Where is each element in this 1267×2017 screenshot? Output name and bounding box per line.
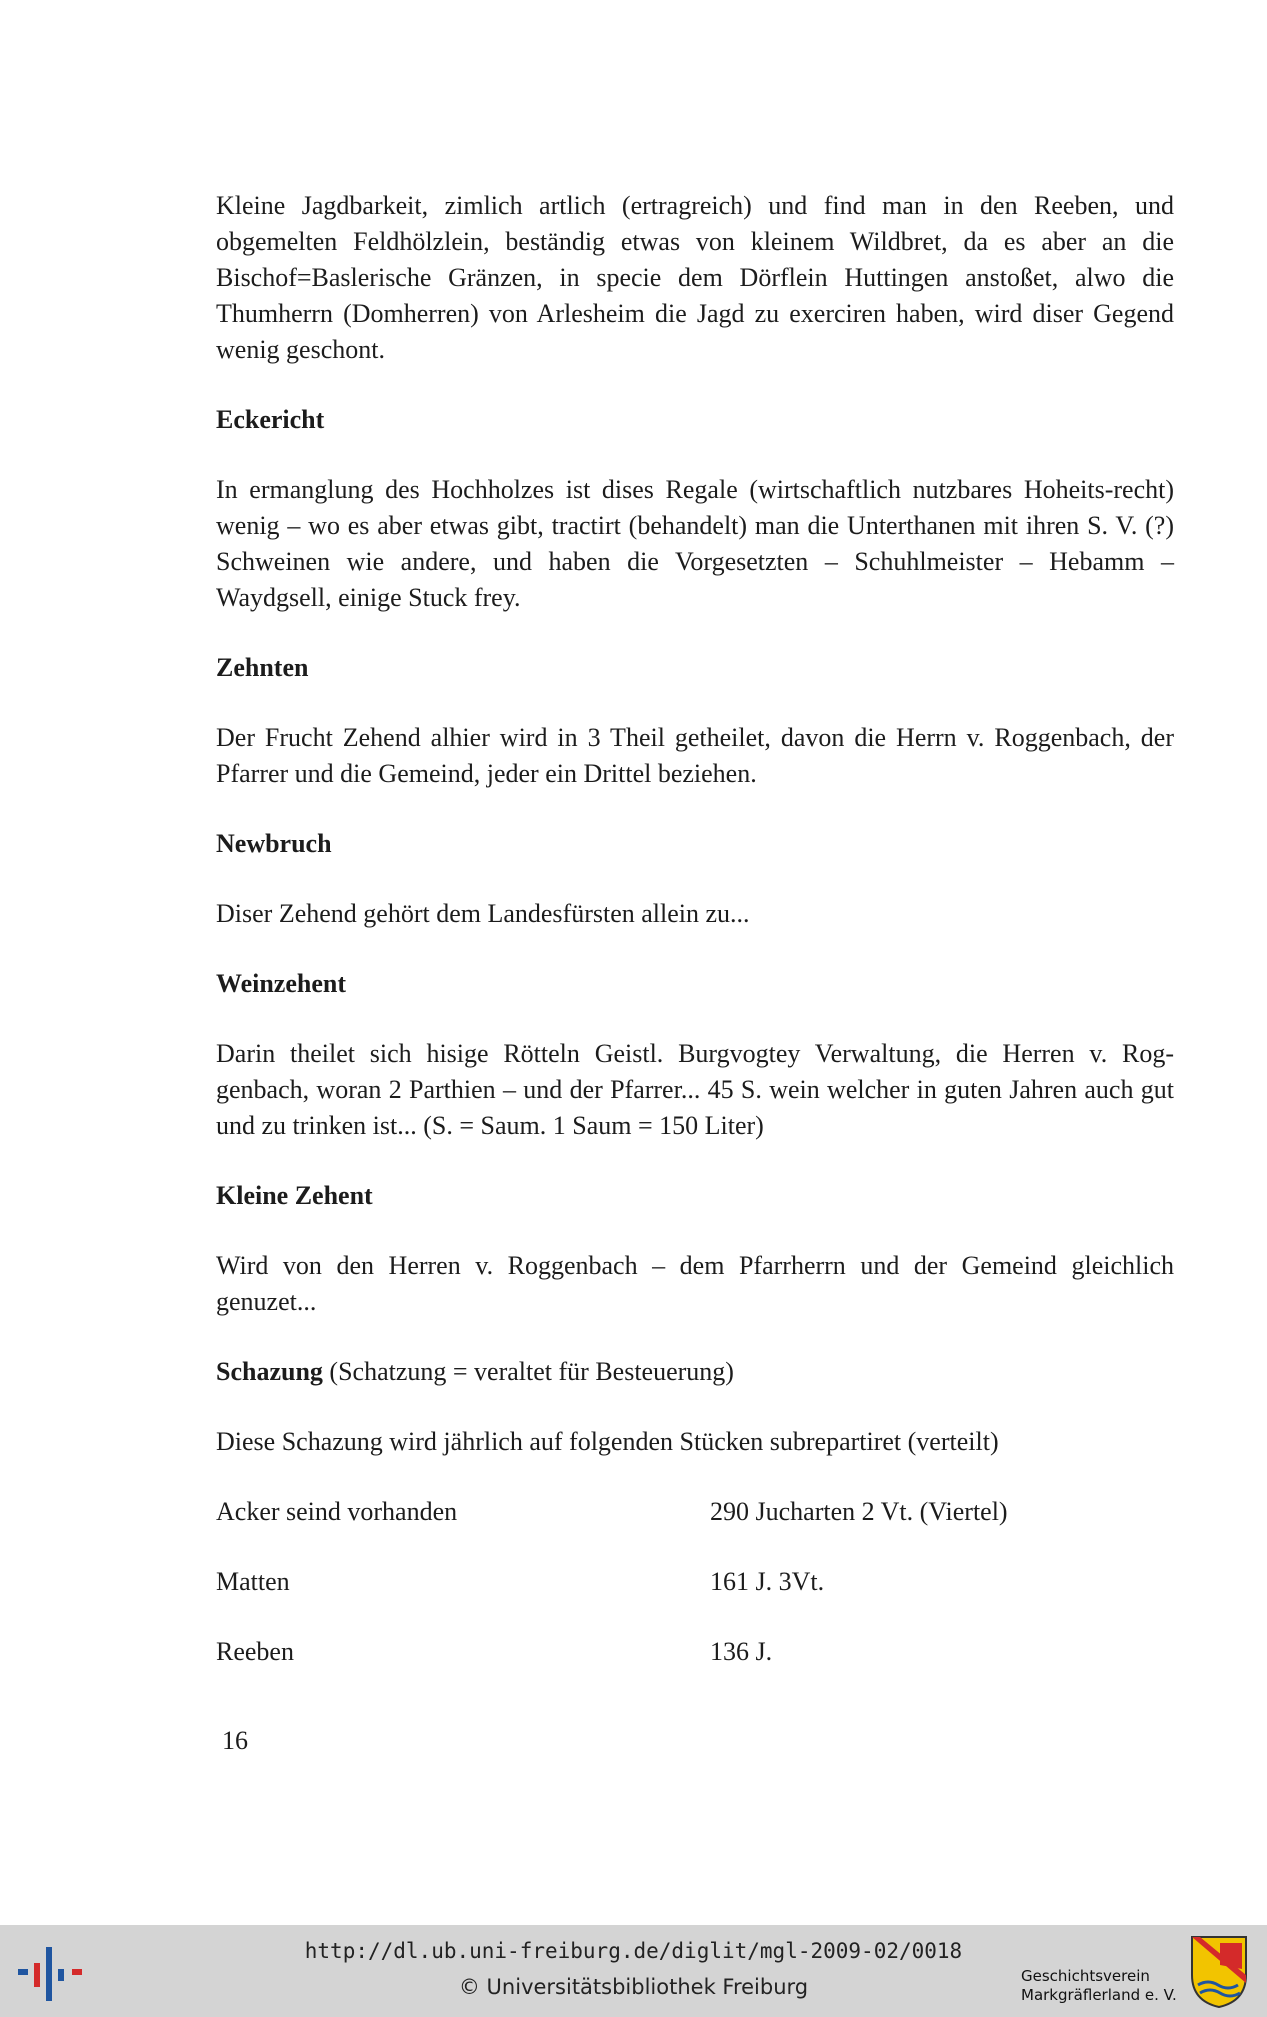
footer-bar xyxy=(0,1925,1267,2017)
society-line-2: Markgräflerland e. V. xyxy=(1021,1986,1177,2004)
paragraph-kleine-zehent: Wird von den Herren v. Roggenbach – dem Pfarrherrn und der Gemeind gleichlich genuzet... xyxy=(216,1251,1174,1316)
tax-table xyxy=(216,1494,1174,1704)
coat-of-arms-icon xyxy=(1190,1935,1248,2009)
table-row xyxy=(216,1564,1174,1634)
schazung-line xyxy=(216,1354,1174,1390)
footer-copyright: © Universitätsbibliothek Freiburg xyxy=(458,1975,809,1999)
paragraph-eckericht: In ermanglung des Hochholzes ist dises Regale (wirtschaftlich nutzbares Hoheits-recht) wenig – wo es aber etwas gibt, tractirt (behandelt) man die Unterthanen mit ihren S. V. (?) Schweinen wie andere, und haben die Vorgesetzten – Schuhlmeister – Hebamm – Waydgsell, einige Stuck frey. xyxy=(216,475,1174,612)
heading-kleine-zehent: Kleine Zehent xyxy=(216,1181,373,1210)
paragraph-zehnten: Der Frucht Zehend alhier wird in 3 Theil getheilet, davon die Herrn v. Roggenbach, der Pfarrer und die Gemeind, jeder ein Drittel beziehen. xyxy=(216,723,1174,788)
paragraph-weinzehent: Darin theilet sich hisige Rötteln Geistl. Burgvogtey Verwaltung, die Herren v. Rog-genbach, woran 2 Parthien – und der Pfarrer... 45 S. wein welcher in guten Jahren auch gut und zu trinken ist... (S. = Saum. 1 Saum = 150 Liter) xyxy=(216,1039,1174,1140)
table-row xyxy=(216,1634,1174,1704)
paragraph-jagd: Kleine Jagdbarkeit, zimlich artlich (ertragreich) und find man in den Reeben, und obgemelten Feldhölzlein, beständig etwas von kleinem Wildbret, da es aber an die Bischof=Baslerische Gränzen, in specie dem Dörflein Huttingen anstoßet, alwo die Thumherrn (Domherren) von Arlesheim die Jagd zu exerciren haben, wird diser Gegend wenig geschont. xyxy=(216,191,1174,364)
document-body xyxy=(216,188,1174,1704)
paragraph-schazung: Diese Schazung wird jährlich auf folgenden Stücken subrepartiret (verteilt) xyxy=(216,1427,999,1456)
heading-eckericht: Eckericht xyxy=(216,405,325,434)
tax-value: 161 J. 3Vt. xyxy=(710,1567,825,1596)
heading-weinzehent: Weinzehent xyxy=(216,969,346,998)
schazung-note: (Schatzung = veraltet für Besteuerung) xyxy=(322,1357,734,1386)
table-row xyxy=(216,1494,1174,1564)
tax-value: 290 Jucharten 2 Vt. (Viertel) xyxy=(710,1497,1008,1526)
page-number: 16 xyxy=(222,1726,248,1755)
footer-url-link[interactable]: http://dl.ub.uni-freiburg.de/diglit/mgl-2009-02/0018 xyxy=(304,1939,963,1963)
paragraph-newbruch: Diser Zehend gehört dem Landesfürsten allein zu... xyxy=(216,899,750,928)
tax-label: Acker seind vorhanden xyxy=(216,1497,458,1526)
heading-schazung: Schazung xyxy=(216,1357,323,1386)
tax-value: 136 J. xyxy=(710,1637,773,1666)
tax-label: Reeben xyxy=(216,1637,294,1666)
tax-label: Matten xyxy=(216,1567,290,1596)
heading-zehnten: Zehnten xyxy=(216,653,309,682)
society-name xyxy=(1021,1967,1177,2005)
heading-newbruch: Newbruch xyxy=(216,829,332,858)
society-line-1: Geschichtsverein xyxy=(1021,1967,1150,1985)
